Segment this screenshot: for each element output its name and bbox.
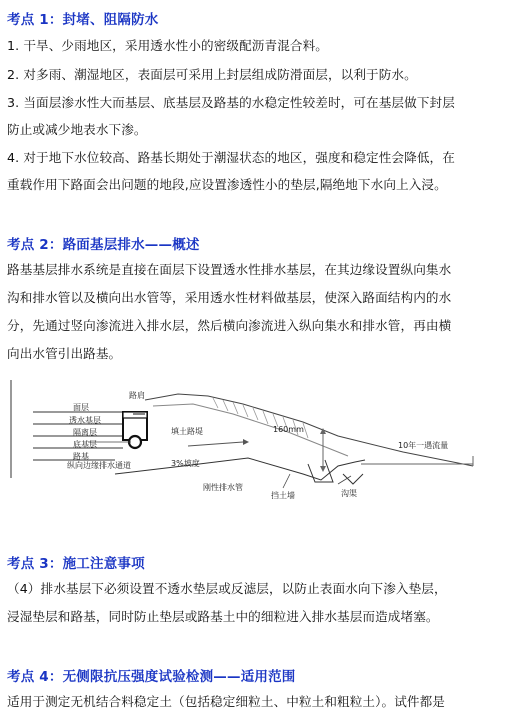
section2-title: 路面基层排水——概述 <box>62 237 200 253</box>
section3-title: 施工注意事项 <box>62 556 145 572</box>
section2-line-2: 沟和排水管以及横向出水管等，采用透水性材料做基层，使深入路面结构内的水 <box>7 290 452 305</box>
section1-line-4: 防止或减少地表水下渗。 <box>7 122 147 137</box>
section4-key: 考点 4： <box>7 669 63 685</box>
drainage-diagram <box>3 374 503 514</box>
section3-key: 考点 3： <box>7 556 63 572</box>
section2-line-3: 分，先通过竖向渗流进入排水层，然后横向渗流进入纵向集水和排水管，再由横 <box>7 318 452 333</box>
section3-heading <box>7 552 145 572</box>
section1-heading <box>7 8 159 28</box>
label-depth: 160mm <box>273 425 304 434</box>
section2-line-1: 路基基层排水系统是直接在面层下设置透水性排水基层，在其边缘设置纵向集水 <box>7 262 452 277</box>
section1-line-5: 4. 对于地下水位较高、路基长期处于潮湿状态的地区，强度和稳定性会降低，在 <box>7 150 455 165</box>
label-surface: 面层 <box>73 403 89 412</box>
section4-line-1: 适用于测定无机结合料稳定土（包括稳定细粒土、中粒土和粗粒土）。试件都是 <box>7 694 445 709</box>
label-fill-slope: 填土路堤 <box>171 427 203 436</box>
label-retaining-wall: 挡土墙 <box>271 491 295 500</box>
label-shoulder: 路肩 <box>129 391 145 400</box>
section1-title: 封堵、阻隔防水 <box>62 12 159 28</box>
label-flood-level: 10年一遇流量 <box>398 441 449 450</box>
ground-line <box>115 458 365 480</box>
label-slope: 3%坡度 <box>171 459 200 468</box>
retaining-wall <box>308 460 333 482</box>
section1-key: 考点 1： <box>7 12 63 28</box>
section4-title: 无侧限抗压强度试验检测——适用范围 <box>62 669 296 685</box>
label-ditch: 沟渠 <box>341 489 357 498</box>
section3-line-1: （4）排水基层下必须设置不透水垫层或反滤层，以防止表面水向下渗入垫层， <box>7 581 447 596</box>
section1-line-1: 1. 干旱、少雨地区，采用透水性小的密级配沥青混合料。 <box>7 38 328 53</box>
label-subbase: 底基层 <box>73 440 97 449</box>
section2-line-4: 向出水管引出路基。 <box>7 346 122 361</box>
label-subgrade: 路基 <box>73 452 89 461</box>
section2-heading <box>7 233 200 253</box>
label-longitudinal-channel: 纵向边缘排水通道 <box>67 461 131 470</box>
section4-heading <box>7 665 296 685</box>
label-barrier: 隔离层 <box>73 428 97 437</box>
section2-key: 考点 2： <box>7 237 63 253</box>
section3-line-2: 浸湿垫层和路基，同时防止垫层或路基土中的细粒进入排水基层而造成堵塞。 <box>7 609 439 624</box>
section1-line-6: 重载作用下路面会出问题的地段,应设置渗透性小的垫层,隔绝地下水向上入浸。 <box>7 177 447 192</box>
label-rigid-pipe: 刚性排水管 <box>203 483 243 492</box>
section1-line-2: 2. 对多雨、潮湿地区，表面层可采用上封层组成防滑面层，以利于防水。 <box>7 67 417 82</box>
section1-line-3: 3. 当面层渗水性大而基层、底基层及路基的水稳定性较差时，可在基层做下封层 <box>7 95 455 110</box>
slope-arrow <box>188 442 243 446</box>
label-permeable-base: 透水基层 <box>69 416 101 425</box>
